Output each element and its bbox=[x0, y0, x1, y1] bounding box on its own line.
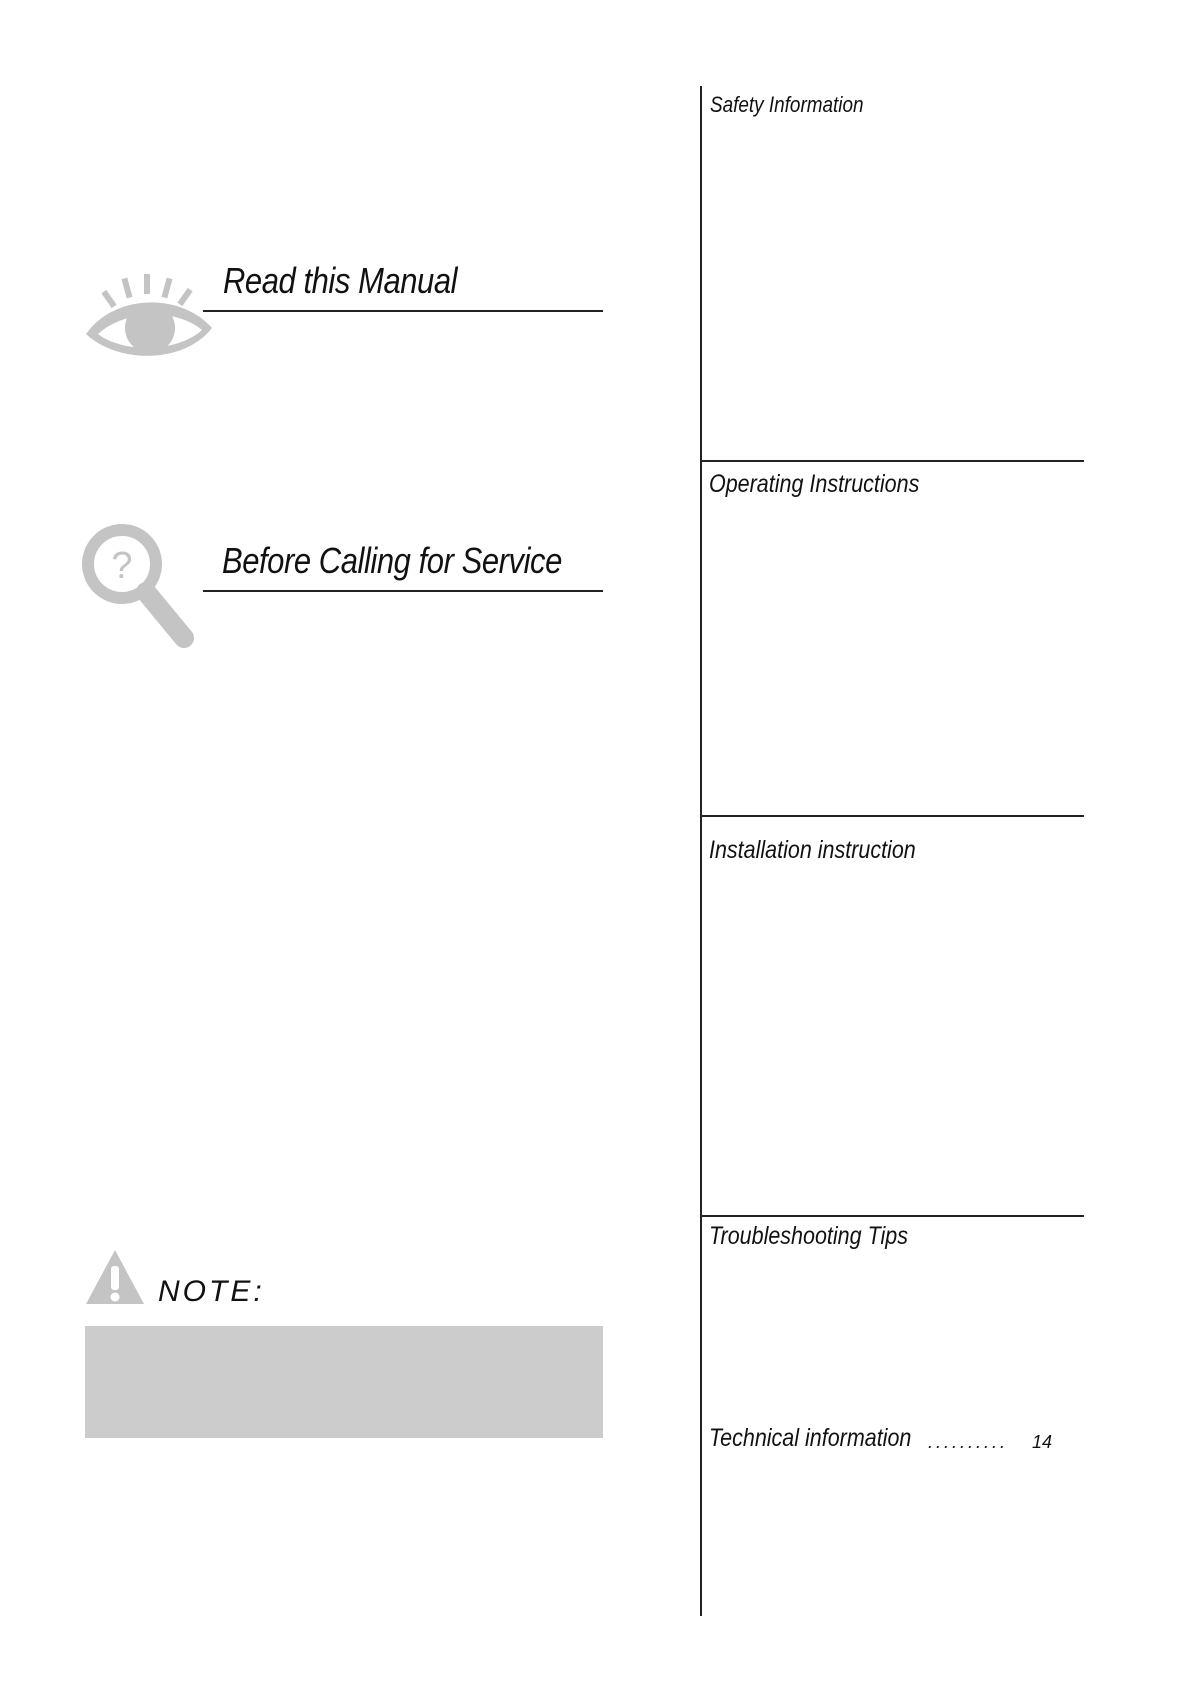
toc-divider-vertical bbox=[700, 86, 702, 1616]
toc-separator-1 bbox=[700, 460, 1084, 462]
toc-safety-information[interactable]: Safety Information bbox=[710, 92, 864, 117]
eye-icon bbox=[84, 268, 216, 358]
before-service-heading: Before Calling for Service bbox=[222, 540, 562, 581]
toc-separator-3 bbox=[700, 1215, 1084, 1217]
toc-technical-information-row[interactable] bbox=[709, 1424, 944, 1453]
toc-page-number: 14 bbox=[1032, 1432, 1053, 1452]
toc-operating-instructions[interactable]: Operating Instructions bbox=[709, 470, 920, 498]
magnifier-question-icon bbox=[80, 522, 200, 650]
read-manual-heading: Read this Manual bbox=[223, 260, 458, 301]
before-service-rule bbox=[203, 590, 603, 592]
toc-leader-dots: .......... bbox=[928, 1432, 1009, 1452]
note-box bbox=[85, 1326, 603, 1438]
toc-separator-2 bbox=[700, 815, 1084, 817]
svg-text:?: ? bbox=[111, 545, 133, 587]
note-label: NOTE: bbox=[158, 1275, 265, 1308]
toc-installation-instruction[interactable]: Installation instruction bbox=[709, 836, 916, 864]
warning-icon bbox=[84, 1248, 146, 1306]
read-manual-rule bbox=[203, 310, 603, 312]
toc-technical-information: Technical information bbox=[709, 1424, 912, 1452]
toc-troubleshooting-tips[interactable]: Troubleshooting Tips bbox=[709, 1222, 908, 1250]
